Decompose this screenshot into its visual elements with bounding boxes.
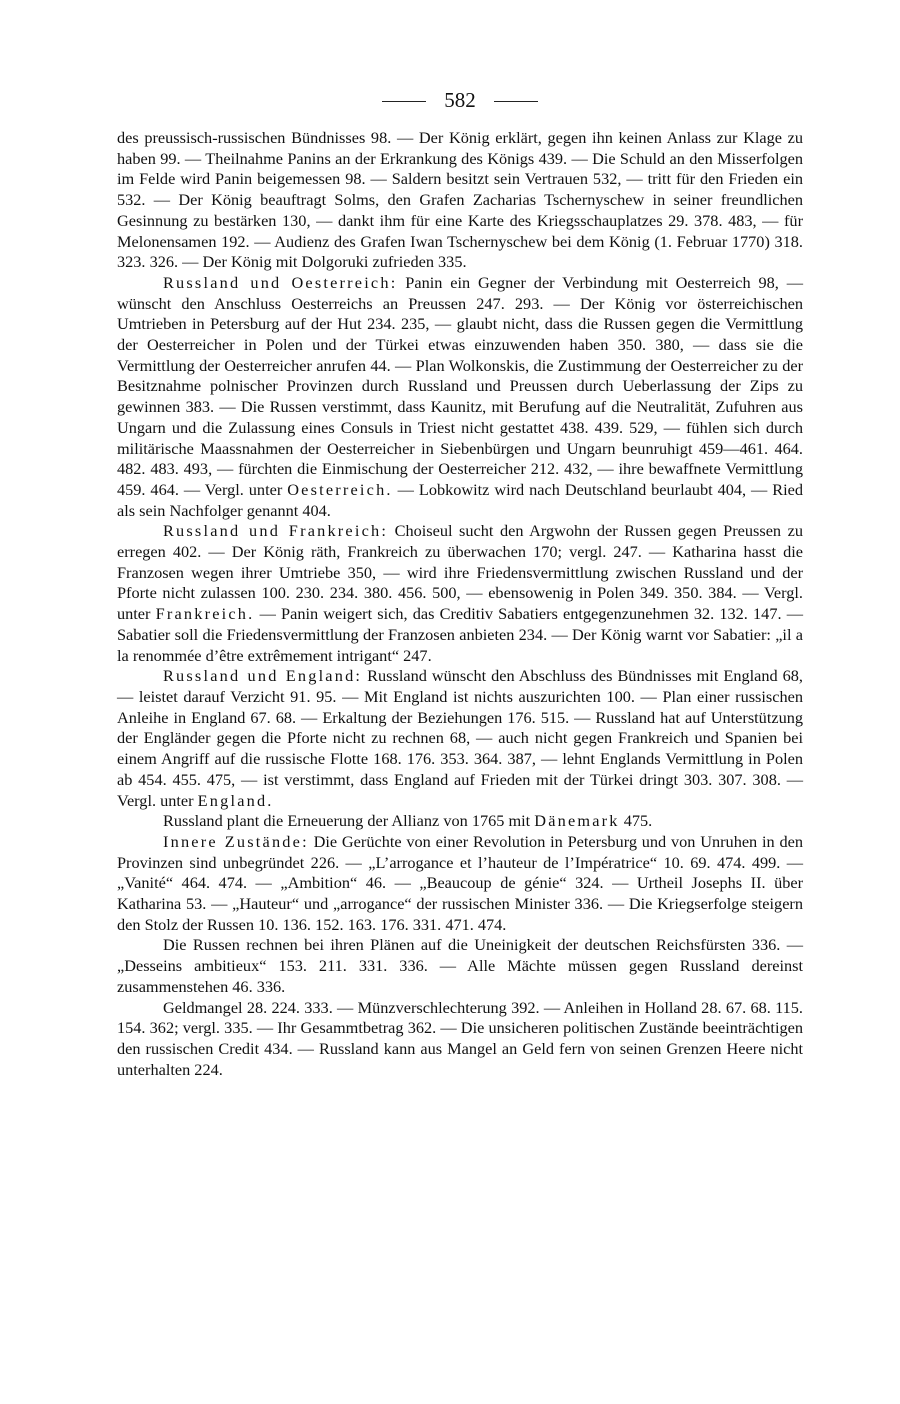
document-page	[117, 86, 803, 1080]
index-paragraph	[117, 832, 803, 936]
paragraph-text: des preussisch-russischen Bündnisses 98. — Der König erklärt, gegen ihn keinen Anlass zur Klage zu haben 99. — Theilnahme Panins an der Erkrankung des Königs 439. — Die Schuld an den Misserfolgen im Felde wird Panin beigemessen 98. — Saldern besitzt sein Vertrauen 532, — tritt für den Frieden ein 532. — Der König beauftragt Solms, den Grafen Zacharias Tschernyschew in seiner freundlichen Gesinnung zu bestärken 130, — dankt ihm für eine Karte des Kriegsschauplatzes 29. 378. 483, — für Melonensamen 192. — Audienz des Grafen Iwan Tschernyschew bei dem König (1. Februar 1770) 318. 323. 326. — Der König mit Dolgoruki zufrieden 335.	[117, 128, 803, 272]
index-body	[117, 128, 803, 1080]
header-rule-left	[382, 101, 426, 102]
paragraph-text: Die Gerüchte von einer Revolution in Petersburg und von Unruhen in den Provinzen sind unbegründet 226. — „L’arrogance et l’hauteur de l’Impératrice“ 10. 69. 474. 499. — „Vanité“ 464. 474. — „Ambition“ 46. — „Beaucoup de génie“ 324. — Urtheil Josephs II. über Katharina 53. — „Hauteur“ und „arrogance“ der russischen Minister 336. — Die Kriegserfolge steigern den Stolz der Russen 10. 136. 152. 163. 176. 331. 471. 474.	[117, 831, 803, 934]
paragraph-text: Choiseul sucht den Argwohn der Russen gegen Preussen zu erregen 402. — Der König räth, Frankreich zu überwachen 170; vergl. 247. — Katharina hasst die Franzosen wegen ihrer Umtriebe 350, — wird ihre Friedensvermittlung zwischen Russland und der Pforte nicht zulassen 100. 230. 234. 380. 456. 500, — ebensowenig in Polen 349. 350. 384. — Vergl. unter	[117, 521, 803, 624]
spaced-heading: Russland und England:	[163, 666, 363, 686]
spaced-heading: Frankreich.	[155, 604, 255, 624]
paragraph-text: Panin ein Gegner der Verbindung mit Oesterreich 98, — wünscht den Anschluss Oesterreichs an Preussen 247. 293. — Der König vor österreichischen Umtrieben in Petersburg auf der Hut 234. 235, — glaubt nicht, dass die Russen gegen die Vermittlung der Oesterreicher in Polen und der Türkei etwas einzuwenden haben 350. 380, — dass sie die Vermittlung der Oesterreicher anrufen 44. — Plan Wolkonskis, die Zustimmung der Oesterreicher zu der Besitznahme polnischer Provinzen durch Russland und Preussen durch Ueberlassung der Zips zu gewinnen 383. — Die Russen verstimmt, dass Kaunitz, mit Berufung auf die Neutralität, Zufuhren aus Ungarn und die Zulassung eines Consuls in Triest nicht gestattet 438. 439. 529, — fühlen sich durch militärische Maassnahmen der Oesterreicher in Siebenbürgen und Ungarn beunruhigt 459—461. 464. 482. 483. 493, — fürchten die Einmischung der Oesterreicher 212. 432, — ihre bewaffnete Vermittlung 459. 464. — Vergl. unter	[117, 272, 803, 499]
index-paragraph	[117, 666, 803, 811]
spaced-heading: England.	[197, 790, 274, 810]
paragraph-text: — Lobkowitz wird nach Deutschland beurlaubt 404, — Ried als sein Nachfolger genannt 404.	[117, 479, 803, 520]
spaced-heading: Dänemark	[534, 811, 620, 831]
paragraph-text: Russland plant die Erneuerung der Allianz von 1765 mit	[163, 811, 535, 831]
index-paragraph	[117, 273, 803, 521]
index-paragraph	[117, 935, 803, 997]
spaced-heading: Innere Zustände:	[163, 831, 309, 851]
index-paragraph	[117, 998, 803, 1081]
paragraph-text: — Panin weigert sich, das Creditiv Sabatiers entgegenzunehmen 32. 132. 147. — Sabatier soll die Friedensvermittlung der Franzosen anbieten 234. — Der König warnt vor Sabatier: „il a la renommée d’être extrêmement intrigant“ 247.	[117, 604, 803, 665]
index-paragraph	[117, 811, 803, 832]
paragraph-text: Geldmangel 28. 224. 333. — Münzverschlechterung 392. — Anleihen in Holland 28. 67. 68. 115. 154. 362; vergl. 335. — Ihr Gesammtbetrag 362. — Die unsicheren politischen Zustände beeinträchtigen den russischen Credit 434. — Russland kann aus Mangel an Geld fern von seinen Grenzen Heere nicht unterhalten 224.	[117, 997, 803, 1079]
spaced-heading: Russland und Oesterreich:	[163, 272, 398, 292]
page-header	[117, 86, 803, 114]
spaced-heading: Russland und Frankreich:	[163, 521, 389, 541]
spaced-heading: Oesterreich.	[287, 479, 393, 499]
index-paragraph	[117, 128, 803, 273]
paragraph-text: 475.	[619, 811, 653, 831]
paragraph-text: Russland wünscht den Abschluss des Bündnisses mit England 68, — leistet darauf Verzicht 91. 95. — Mit England ist nichts auszurichten 100. — Plan einer russischen Anleihe in England 67. 68. — Erkaltung der Beziehungen 176. 515. — Russland hat auf Unterstützung der Engländer gegen die Pforte nicht zu rechnen 68, — auch nicht gegen Frankreich und Spanien bei einem Angriff auf die russische Flotte 168. 176. 353. 364. 387, — lehnt Englands Vermittlung in Polen ab 454. 455. 475, — ist verstimmt, dass England auf Frieden mit der Türkei dringt 303. 307. 308. — Vergl. unter	[117, 666, 803, 810]
paragraph-text: Die Russen rechnen bei ihren Plänen auf die Uneinigkeit der deutschen Reichsfürsten 336. — „Desseins ambitieux“ 153. 211. 331. 336. — Alle Mächte müssen gegen Russland dereinst zusammenstehen 46. 336.	[117, 935, 803, 996]
page-number: 582	[444, 87, 476, 112]
header-rule-right	[494, 101, 538, 102]
index-paragraph	[117, 521, 803, 666]
